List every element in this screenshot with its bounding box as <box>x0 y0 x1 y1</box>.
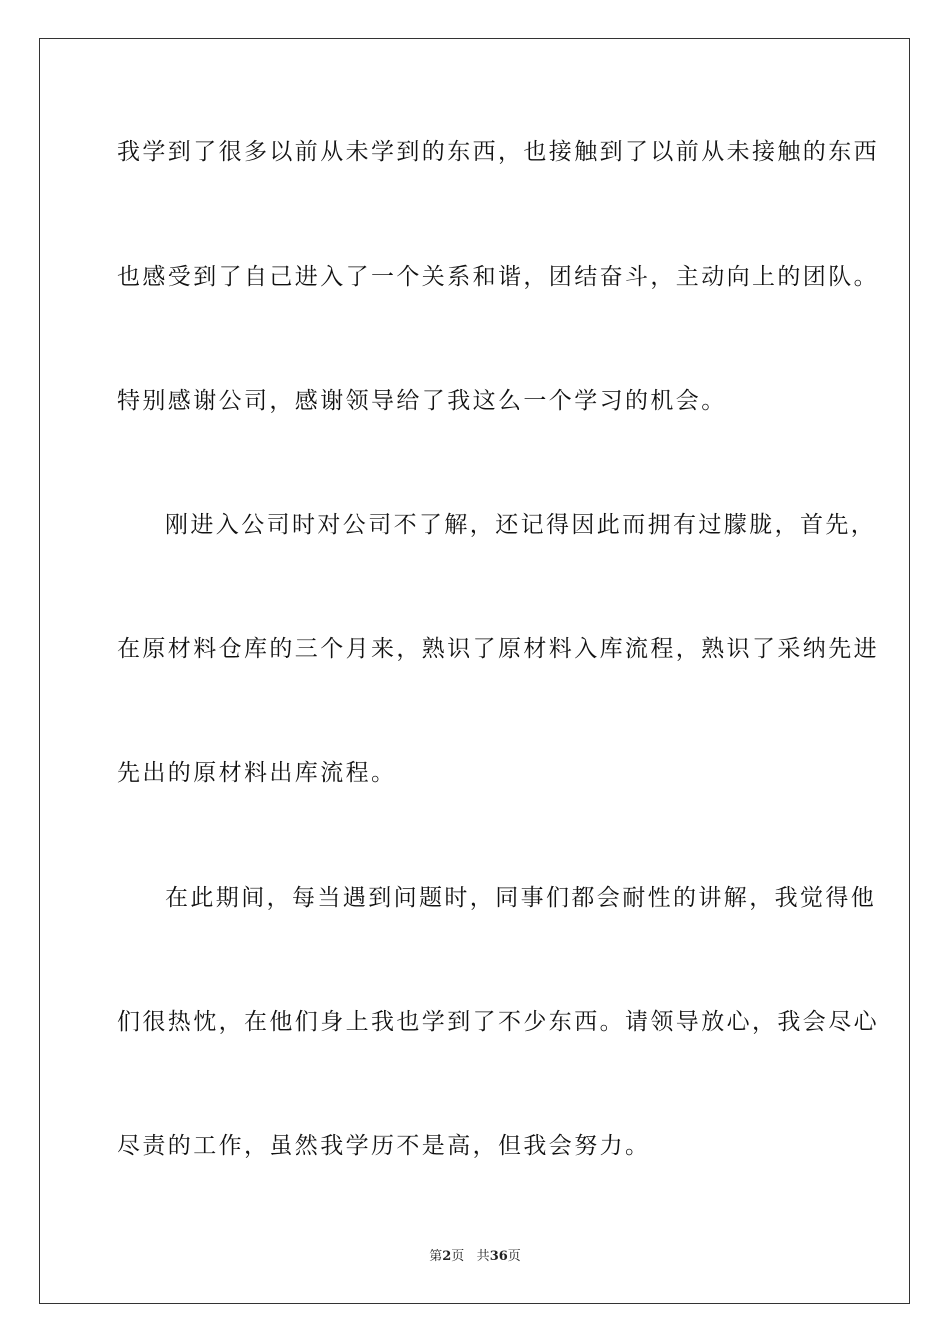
total-pages: 36 <box>489 1249 508 1264</box>
text-line-6: 先出的原材料出库流程。 <box>117 760 397 786</box>
page-suffix: 页 <box>451 1249 465 1264</box>
text-line-8: 们很热忱，在他们身上我也学到了不少东西。请领导放心，我会尽心 <box>117 1009 879 1035</box>
page-prefix: 第 <box>429 1249 443 1264</box>
text-line-7: 在此期间，每当遇到问题时，同事们都会耐性的讲解，我觉得他 <box>165 885 877 911</box>
page-number: 2 <box>442 1249 452 1264</box>
page-border <box>39 38 910 1304</box>
total-prefix: 共 <box>476 1249 490 1264</box>
text-line-9: 尽责的工作，虽然我学历不是高，但我会努力。 <box>117 1133 651 1159</box>
page-footer <box>0 1248 950 1266</box>
total-suffix: 页 <box>507 1249 521 1264</box>
text-line-5: 在原材料仓库的三个月来，熟识了原材料入库流程，熟识了采纳先进 <box>117 636 879 662</box>
text-line-3: 特别感谢公司，感谢领导给了我这么一个学习的机会。 <box>117 388 727 414</box>
text-line-4: 刚进入公司时对公司不了解，还记得因此而拥有过朦胧，首先， <box>165 512 877 538</box>
text-line-1: 我学到了很多以前从未学到的东西，也接触到了以前从未接触的东西 <box>117 139 879 165</box>
text-line-2: 也感受到了自己进入了一个关系和谐，团结奋斗，主动向上的团队。 <box>117 264 879 290</box>
